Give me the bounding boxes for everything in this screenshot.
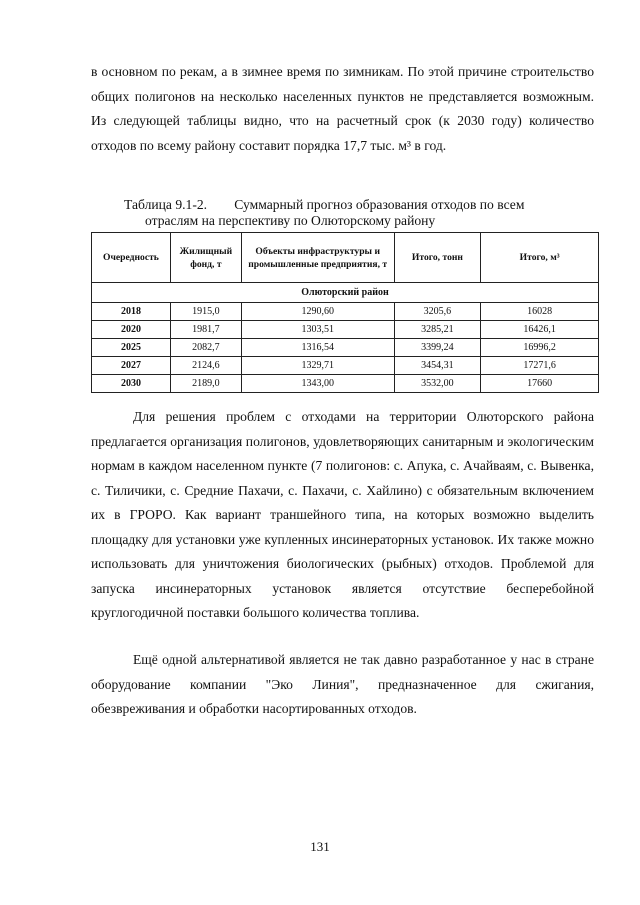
table-row	[92, 357, 599, 375]
table-cell: 3399,24	[394, 339, 481, 357]
header-cell: Очередность	[92, 233, 171, 283]
table-cell: 16028	[481, 303, 599, 321]
table-cell: 3532,00	[394, 375, 481, 393]
waste-forecast-table	[91, 232, 599, 393]
table-row	[92, 321, 599, 339]
table-caption-line1: Таблица 9.1-2. Суммарный прогноз образования отходов по всем	[124, 197, 525, 212]
region-row	[92, 283, 599, 303]
table-cell: 2025	[92, 339, 171, 357]
table-cell: 2027	[92, 357, 171, 375]
table-row	[92, 339, 599, 357]
table-cell: 2189,0	[170, 375, 241, 393]
table-cell: 3205,6	[394, 303, 481, 321]
table-cell: 17271,6	[481, 357, 599, 375]
table-cell: 3454,31	[394, 357, 481, 375]
table-row	[92, 375, 599, 393]
table-header-row	[92, 233, 599, 283]
table-cell: 1915,0	[170, 303, 241, 321]
paragraph-top: в основном по рекам, а в зимнее время по зимникам. По этой причине строительство общих полигонов на несколько населенных пунктов не представляется возможным. Из следующей таблицы видно, что на расчетный срок (к 2030 году) количество отходов по всему району составит порядка 17,7 тыс. м³ в год.	[91, 64, 594, 153]
paragraph-alternative: Ещё одной альтернативой является не так давно разработанное у нас в стране оборудование компании "Эко Линия", предназначенное для сжигания, обезвреживания и обработки насортированных отходов.	[91, 652, 594, 716]
table-cell: 1343,00	[241, 375, 394, 393]
table-cell: 16996,2	[481, 339, 599, 357]
table-cell: 2124,6	[170, 357, 241, 375]
table-caption	[91, 197, 594, 229]
table-cell: 3285,21	[394, 321, 481, 339]
paragraph-solutions: Для решения проблем с отходами на территории Олюторского района предлагается организация полигонов, удовлетворяющих санитарным и экологическим нормам в каждом населенном пункте (7 полигонов: с. Апука, с. Ачайваям, с. Вывенка, с. Тиличики, с. Средние Пахачи, с. Пахачи, с. Хайлино) с обязательным включением их в ГРОРО. Как вариант траншейного типа, на которых возможно выделить площадку для установки уже купленных инсинераторных установок. Их также можно использовать для уничтожения биологических (рыбных) отходов. Проблемой для запуска инсинераторных установок является отсутствие бесперебойной круглогодичной поставки большого количества топлива.	[91, 409, 594, 620]
header-cell: Объекты инфраструктуры и промышленные предприятия, т	[241, 233, 394, 283]
table-cell: 17660	[481, 375, 599, 393]
table-cell: 1316,54	[241, 339, 394, 357]
table-cell: 2082,7	[170, 339, 241, 357]
page-number: 131	[310, 839, 330, 854]
table-cell: 1981,7	[170, 321, 241, 339]
table-caption-line2: отраслям на перспективу по Олюторскому району	[145, 213, 436, 228]
header-cell: Жилищный фонд, т	[170, 233, 241, 283]
header-cell: Итого, тонн	[394, 233, 481, 283]
table-cell: 1329,71	[241, 357, 394, 375]
table-cell: 16426,1	[481, 321, 599, 339]
table-cell: 1303,51	[241, 321, 394, 339]
header-cell: Итого, м³	[481, 233, 599, 283]
table-cell: 1290,60	[241, 303, 394, 321]
table-cell: 2020	[92, 321, 171, 339]
table-cell: 2018	[92, 303, 171, 321]
table-row	[92, 303, 599, 321]
table-cell: 2030	[92, 375, 171, 393]
region-cell: Олюторский район	[92, 283, 599, 303]
